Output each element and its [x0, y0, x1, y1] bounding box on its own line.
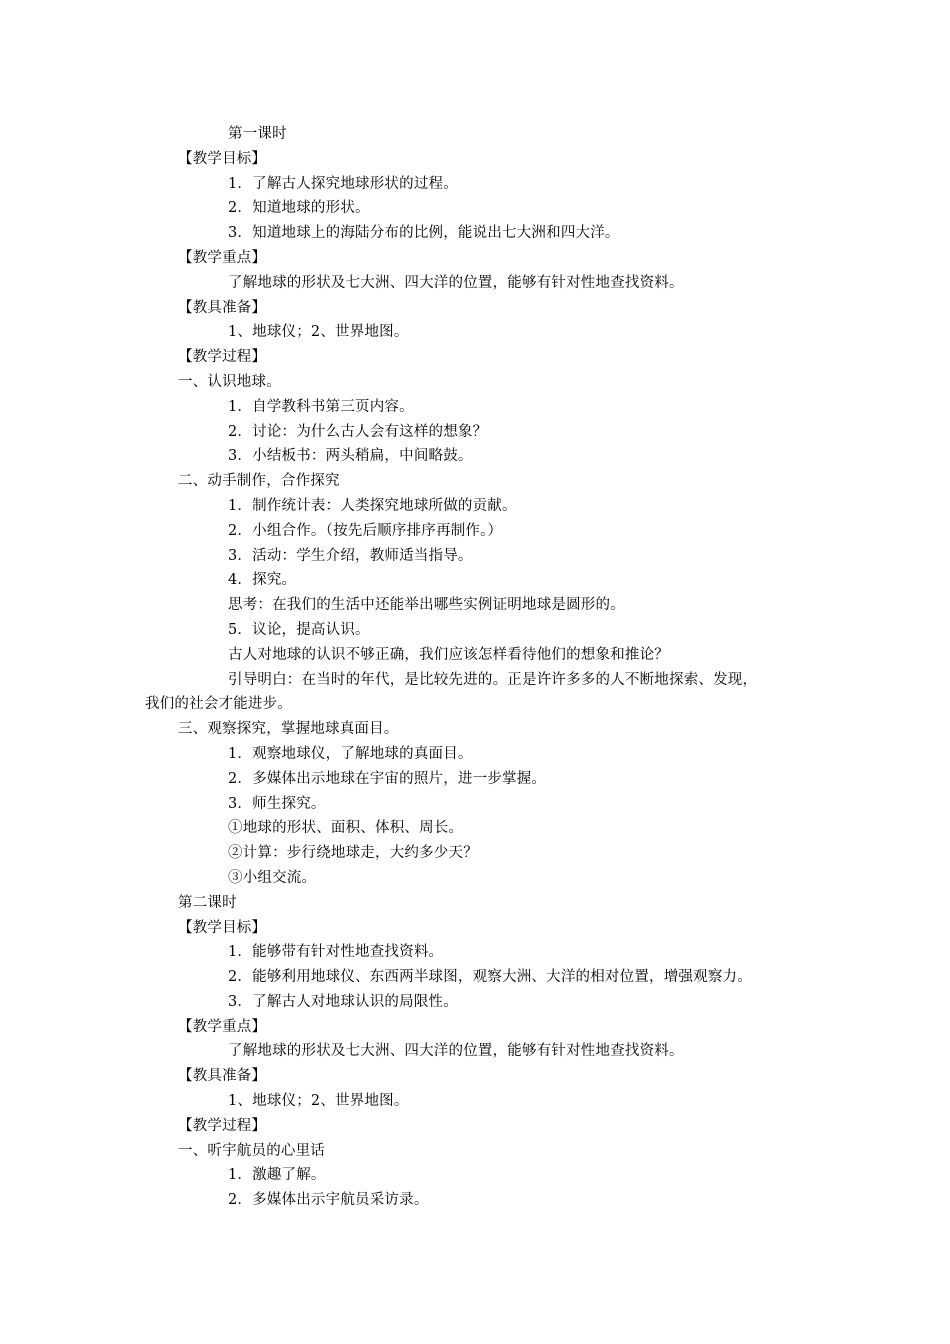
- section-heading-goals: 【教学目标】: [178, 919, 267, 936]
- process-item: 2．多媒体出示地球在宇宙的照片，进一步掌握。: [228, 770, 547, 787]
- process-item: ②计算：步行绕地球走，大约多少天？: [228, 845, 478, 862]
- document-page: [0, 122, 950, 1213]
- section-heading-tools: 【教具准备】: [178, 299, 267, 316]
- process-item: 1．自学教科书第三页内容。: [228, 398, 414, 415]
- process-item: 古人对地球的认识不够正确，我们应该怎样看待他们的想象和推论？: [228, 646, 669, 663]
- guide-paragraph-line: 引导明白：在当时的年代，是比较先进的。正是许许多多的人不断地探索、发现，: [228, 671, 758, 688]
- goal-item: 3．了解古人对地球认识的局限性。: [228, 993, 458, 1010]
- process-item: 2．讨论：为什么古人会有这样的想象？: [228, 423, 488, 440]
- process-item: 3．小结板书：两头稍扁，中间略鼓。: [228, 448, 473, 465]
- process-item: 4．探究。: [228, 572, 297, 589]
- process-item: 1．观察地球仪，了解地球的真面目。: [228, 745, 473, 762]
- goal-item: 3．知道地球上的海陆分布的比例，能说出七大洲和四大洋。: [228, 225, 620, 242]
- process-item: 3．活动：学生介绍，教师适当指导。: [228, 547, 473, 564]
- process-step-title: 三、观察探究，掌握地球真面目。: [178, 721, 399, 738]
- focus-text: 了解地球的形状及七大洲、四大洋的位置，能够有针对性地查找资料。: [228, 274, 684, 291]
- focus-text: 了解地球的形状及七大洲、四大洋的位置，能够有针对性地查找资料。: [228, 1043, 684, 1060]
- section-heading-goals: 【教学目标】: [178, 150, 267, 167]
- tools-text: 1、地球仪；2、世界地图。: [228, 324, 409, 341]
- section-heading-tools: 【教具准备】: [178, 1068, 267, 1085]
- tools-text: 1、地球仪；2、世界地图。: [228, 1093, 409, 1110]
- process-item: 思考：在我们的生活中还能举出哪些实例证明地球是圆形的。: [228, 597, 625, 614]
- goal-item: 2．知道地球的形状。: [228, 200, 370, 217]
- goal-item: 1．能够带有针对性地查找资料。: [228, 944, 444, 961]
- section-heading-focus: 【教学重点】: [178, 1018, 267, 1035]
- guide-paragraph-line: 我们的社会才能进步。: [145, 696, 292, 713]
- process-item: ③小组交流。: [228, 869, 317, 886]
- goal-item: 1．了解古人探究地球形状的过程。: [228, 175, 458, 192]
- process-step-title: 一、听宇航员的心里话: [178, 1142, 325, 1159]
- goal-item: 2．能够利用地球仪、东西两半球图，观察大洲、大洋的相对位置，增强观察力。: [228, 969, 752, 986]
- lesson-title: 第一课时: [228, 126, 287, 142]
- lesson-title: 第二课时: [178, 894, 237, 911]
- process-step-title: 一、认识地球。: [178, 373, 281, 390]
- process-item: 5．议论，提高认识。: [228, 621, 370, 638]
- process-item: ①地球的形状、面积、体积、周长。: [228, 820, 464, 837]
- process-item: 2．小组合作。（按先后顺序排序再制作。）: [228, 522, 503, 539]
- process-step-title: 二、动手制作，合作探究: [178, 473, 340, 490]
- section-heading-process: 【教学过程】: [178, 1117, 267, 1134]
- process-item: 3．师生探究。: [228, 795, 326, 812]
- section-heading-focus: 【教学重点】: [178, 249, 267, 266]
- process-item: 1．制作统计表：人类探究地球所做的贡献。: [228, 497, 517, 514]
- process-item: 1．激趣了解。: [228, 1167, 326, 1184]
- section-heading-process: 【教学过程】: [178, 349, 267, 366]
- process-item: 2．多媒体出示宇航员采访录。: [228, 1192, 429, 1209]
